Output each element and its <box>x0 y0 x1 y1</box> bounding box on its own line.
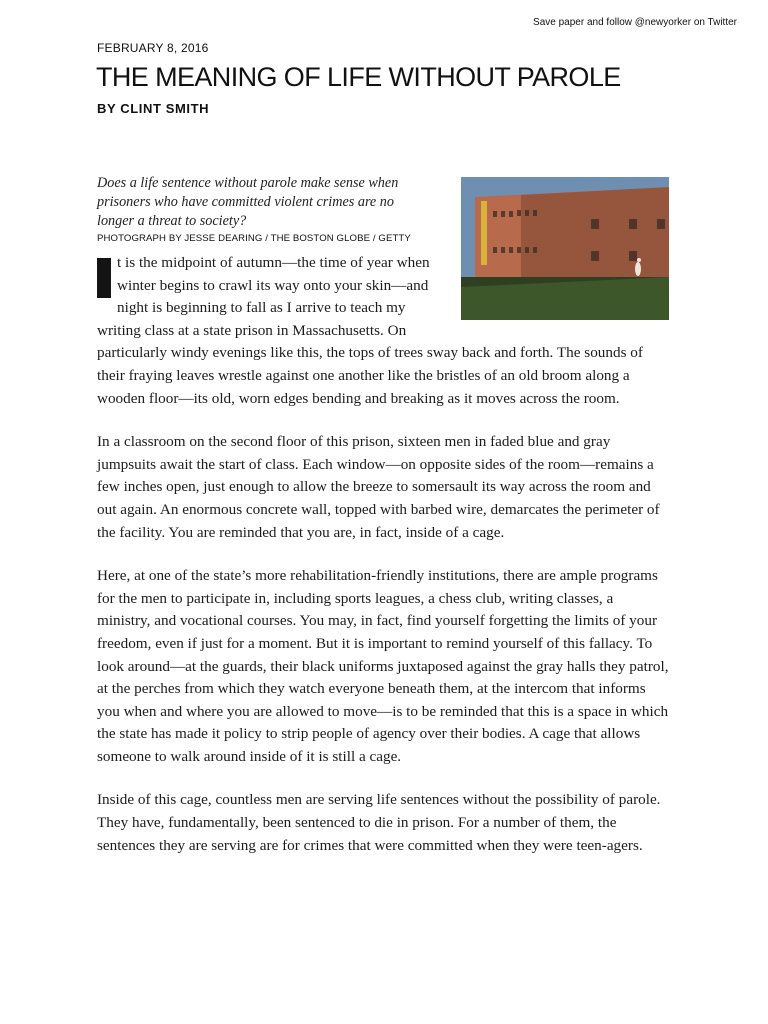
paragraph-4: Inside of this cage, countless men are serving life sentences without the possibility of parole. They have, fundamentally, been sentenced to die in prison. For a number of them, the sentences they are serving are for crimes that were committed when they were teen-agers. <box>97 791 661 854</box>
prison-photo-image <box>461 177 669 320</box>
paragraph-1-text: t is the midpoint of autumn—the time of year when winter begins to crawl its way onto your skin—and night is beginning to fall as I arrive to teach my writing class at a state prison in Massachusetts. On particularly windy evenings like this, the tops of trees sway back and forth. The sounds of their fraying leaves wrestle against one another like the bristles of an old broom along a wooden floor—its old, worn edges bending and breaking as it moves across the room. <box>97 254 643 407</box>
article-dek: Does a life sentence without parole make sense when prisoners who have committed violent crimes are no longer a threat to society? <box>97 175 399 229</box>
photo-building-shadow <box>521 187 669 289</box>
article-title: THE MEANING OF LIFE WITHOUT PAROLE <box>96 62 621 92</box>
drop-cap <box>97 258 111 298</box>
photo-figure <box>635 262 641 276</box>
publish-date: FEBRUARY 8, 2016 <box>97 41 209 55</box>
article <box>97 172 669 878</box>
photo-credit: PHOTOGRAPH BY JESSE DEARING / THE BOSTON GLOBE / GETTY <box>97 233 411 244</box>
article-body <box>97 252 669 857</box>
byline: BY CLINT SMITH <box>97 101 210 116</box>
photo-figure-head <box>637 258 641 262</box>
photo-sign <box>481 201 487 265</box>
paragraph-3: Here, at one of the state’s more rehabilitation-friendly institutions, there are ample programs for the men to participate in, including sports leagues, a chess club, writing classes, a ministry, and vocational courses. You may, in fact, find yourself forgetting the limits of your freedom, even if just for a moment. But it is important to remind yourself of this fallacy. To look around—at the guards, their black uniforms juxtaposed against the gray halls they patrol, at the perches from which they watch everyone beneath them, at the intercom that informs you when and where you are allowed to move—is to be reminded that this is a space in which the state has made it policy to strip people of agency over their bodies. A cage that allows someone to walk around inside of it is still a cage. <box>97 567 669 765</box>
twitter-promo[interactable]: Save paper and follow @newyorker on Twitter <box>533 17 737 28</box>
paragraph-2: In a classroom on the second floor of this prison, sixteen men in faded blue and gray jumpsuits await the start of class. Each window—on opposite sides of the room—remains a few inches open, just enough to allow the breeze to somersault its way across the room and out again. An enormous concrete wall, topped with barbed wire, demarcates the perimeter of the facility. You are reminded that you are, in fact, inside of a cage. <box>97 433 660 541</box>
article-photo <box>461 177 669 320</box>
